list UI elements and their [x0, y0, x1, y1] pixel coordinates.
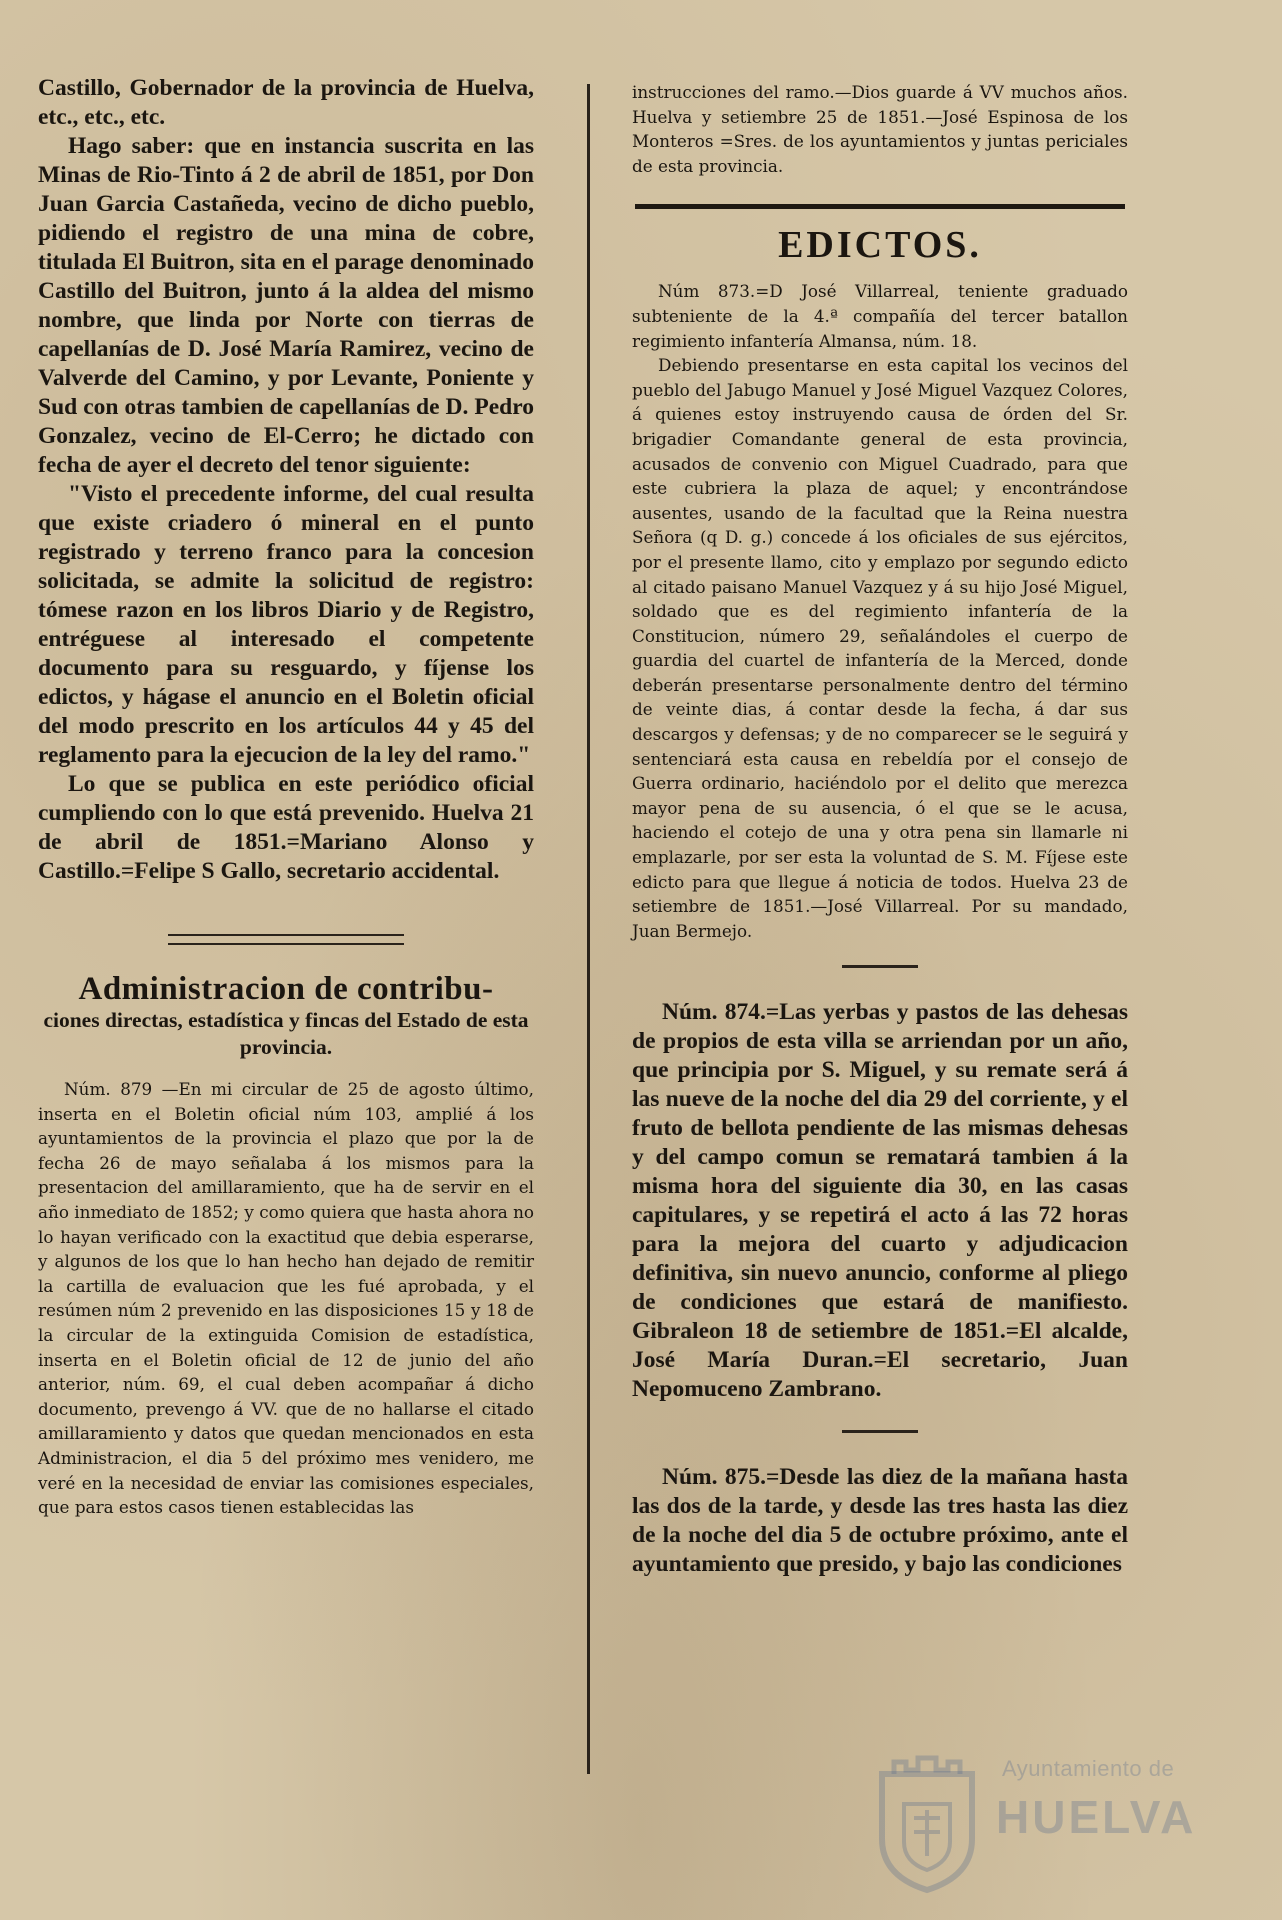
- left-column: [38, 74, 534, 1520]
- watermark: [868, 1744, 1208, 1894]
- watermark-line2: HUELVA: [996, 1791, 1197, 1843]
- admin-section-title: Administracion de contribu-: [78, 971, 494, 1007]
- notice-874: Núm. 874.=Las yerbas y pastos de las dehesas de propios de esta villa se arriendan por un año, que principia por S. Miguel, y su remate será á las nueve de la noche del dia 29 del corriente, y el fruto de bellota pendiente de las mismas dehesas y del campo comun se rematará tambien á la misma hora del siguiente dia 30, en las casas capitulares, y se repetirá el acto á las 72 horas para la mejora del cuarto y adjudicacion definitiva, sin nuevo anuncio, conforme al pliego de condiciones que estará de manifiesto. Gibraleon 18 de setiembre de 1851.=El alcalde, José María Duran.=El secretario, Juan Nepomuceno Zambrano.: [632, 999, 1128, 1403]
- opening-paragraph: Castillo, Gobernador de la provincia de Huelva, etc., etc., etc.: [38, 75, 534, 130]
- admin-section-subtitle: ciones directas, estadística y fincas del Estado de esta provincia.: [43, 1008, 529, 1059]
- edictos-title: EDICTOS.: [778, 224, 982, 267]
- right-column: [632, 80, 1128, 1579]
- column-rule: [587, 84, 590, 1774]
- continuation-paragraph: instrucciones del ramo.—Dios guarde á VV muchos años. Huelva y setiembre 25 de 1851.—José Espinosa de los Monteros =Sres. de los ayuntamientos y juntas periciales de esta provincia.: [632, 82, 1128, 176]
- notice-873-heading: Núm 873.=D José Villarreal, teniente graduado subteniente de la 4.ª compañía del tercer batallon regimiento infantería Almansa, núm. 18.: [632, 281, 1128, 351]
- notice-873-body: Debiendo presentarse en esta capital los vecinos del pueblo del Jabugo Manuel y José Miguel Vazquez Colores, á quienes estoy instruyendo causa de órden del Sr. brigadier Comandante general de esta provincia, acusados de convenio con Miguel Cuadrado, para que este cubriera la plaza de aquel; y encontrándose ausentes, usando de la facultad que la Reina nuestra Señora (q D. g.) concede á los oficiales de sus ejércitos, por el presente llamo, cito y emplazo por segundo edicto al citado paisano Manuel Vazquez y á su hijo José Miguel, soldado que es del regimiento infantería de la Constitucion, número 29, señalándoles el cuerpo de guardia del cuartel de infantería de la Merced, donde deberán presentarse personalmente dentro del término de veinte dias, á contar desde la fecha, á dar sus descargos y defensas; y de no comparecer se le seguirá y sentenciará esta causa en rebeldía por el consejo de Guerra ordinario, haciéndolo por el delito que merezca mayor pena de su ausencia, ó el que se le acusa, haciendo el cotejo de una y otra pena sin llamarle ni emplazarle, por ser esta la voluntad de S. M. Fíjese este edicto para que llegue á noticia de todos. Huelva 23 de setiembre de 1851.—José Villarreal. Por su mandado, Juan Bermejo.: [632, 355, 1128, 941]
- decree-quote: "Visto el precedente informe, del cual resulta que existe criadero ó mineral en el punto registrado y terreno franco para la concesion solicitada, se admite la solicitud de registro: tómese razon en los libros Diario y de Registro, entréguese al interesado el competente documento para su resguardo, y fíjense los edictos, y hágase el anuncio en el Boletin oficial del modo prescrito en los artículos 44 y 45 del reglamento para la ejecucion de la ley del ramo.": [38, 481, 534, 768]
- section-divider: [168, 934, 404, 945]
- watermark-line1: Ayuntamiento de: [1002, 1756, 1175, 1781]
- closing-paragraph: Lo que se publica en este periódico oficial cumpliendo con lo que está prevenido. Huelva 21 de abril de 1851.=Mariano Alonso y Castillo.=Felipe S Gallo, secretario accidental.: [38, 771, 534, 884]
- notice-875: Núm. 875.=Desde las diez de la mañana hasta las dos de la tarde, y desde las tres hasta las diez de la noche del dia 5 de octubre próximo, ante el ayuntamiento que presido, y bajo las condiciones: [632, 1464, 1128, 1578]
- notice-879: Núm. 879 —En mi circular de 25 de agosto último, inserta en el Boletin oficial núm 103, amplié á los ayuntamientos de la provincia el plazo que por la de fecha 26 de mayo señalaba á los mismos para la presentacion del amillaramiento, que ha de servir en el año inmediato de 1852; y como quiera que hasta ahora no lo hayan verificado con la exactitud que debia esperarse, y algunos de los que lo han hecho han dejado de remitir la cartilla de evaluacion que les fué aprobada, y el resúmen núm 2 prevenido en las disposiciones 15 y 18 de la circular de la extinguida Comision de estadística, inserta en el Boletin oficial de 12 de junio del año anterior, núm. 69, el cual deben acompañar á dicho documento, prevengo á VV. que de no hallarse el citado amillaramiento y datos que quedan mencionados en esta Administracion, el dia 5 del próximo mes venidero, me veré en la necesidad de enviar las comisiones especiales, que para estos casos tienen establecidas las: [38, 1079, 534, 1518]
- coat-of-arms-icon: [868, 1744, 986, 1894]
- hago-saber-paragraph: Hago saber: que en instancia suscrita en las Minas de Rio-Tinto á 2 de abril de 1851, por Don Juan Garcia Castañeda, vecino de dicho pueblo, pidiendo el registro de una mina de cobre, titulada El Buitron, sita en el parage denominado Castillo del Buitron, junto á la aldea del mismo nombre, que linda por Norte con tierras de capellanías de D. José María Ramirez, vecino de Valverde del Camino, y por Levante, Poniente y Sud con otras tambien de capellanías de D. Pedro Gonzalez, vecino de El-Cerro; he dictado con fecha de ayer el decreto del tenor siguiente:: [38, 133, 534, 478]
